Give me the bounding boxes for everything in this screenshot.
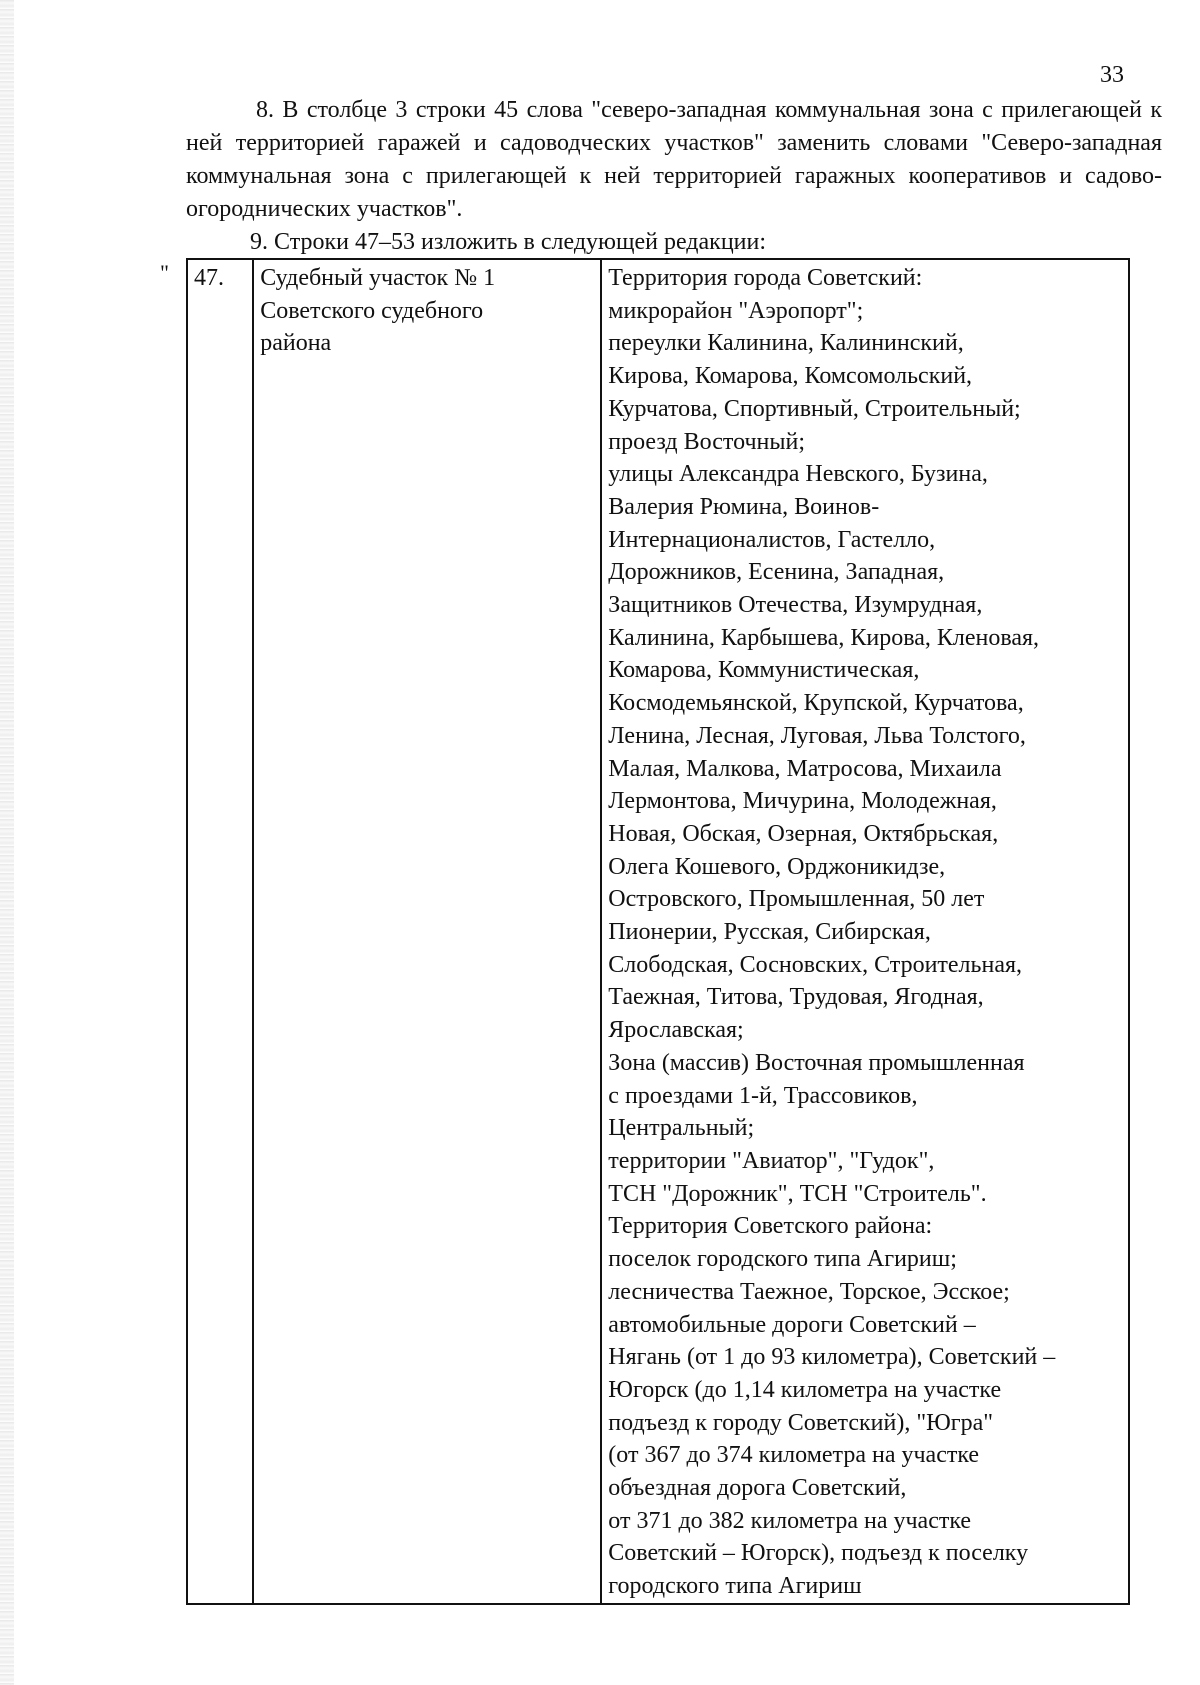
territory-line: микрорайон "Аэропорт"; <box>608 297 864 324</box>
territory-line: Таежная, Титова, Трудовая, Ягодная, <box>608 984 984 1011</box>
territory-line: Валерия Рюмина, Воинов- <box>608 493 880 520</box>
court-district-name-line: Советского судебного <box>260 297 484 324</box>
territory-line: автомобильные дороги Советский – <box>608 1311 976 1338</box>
territory-line: улицы Александра Невского, Бузина, <box>608 461 988 488</box>
territory-line: Кирова, Комарова, Комсомольский, <box>608 363 973 390</box>
court-district-name-line: Судебный участок № 1 <box>260 265 496 291</box>
territory-line: Территория города Советский: <box>608 265 923 291</box>
court-district-name-line: района <box>260 330 332 357</box>
territory-line: проезд Восточный; <box>608 428 805 455</box>
paragraph-9: 9. Строки 47–53 изложить в следующей редакции: <box>250 229 767 255</box>
paragraph-8: 8. В столбце 3 строки 45 слова "северо-западная коммунальная зона с прилегающей к ней территорией гаражей и садоводческих участков" заменить словами "Северо-западная коммунальная зона с прилегающей к ней территорией гаражных кооперативов и садово-огороднических участков". <box>186 97 1162 222</box>
territory-line: Космодемьянской, Крупской, Курчатова, <box>608 690 1024 717</box>
territory-line: Югорск (до 1,14 километра на участке <box>608 1376 1002 1403</box>
territory-line: Интернационалистов, Гастелло, <box>608 526 936 553</box>
territory-line: с проездами 1-й, Трассовиков, <box>608 1082 918 1109</box>
territory-line: Островского, Промышленная, 50 лет <box>608 886 985 913</box>
territory-line: Комарова, Коммунистическая, <box>608 657 920 684</box>
table-row <box>187 259 1129 1604</box>
territory-line: Нягань (от 1 до 93 километра), Советский – <box>608 1344 1056 1371</box>
opening-quote-mark: " <box>160 260 169 285</box>
territory-line: поселок городского типа Агириш; <box>608 1246 957 1273</box>
territory-line: подъезд к городу Советский), "Югра" <box>608 1409 994 1436</box>
territory-line: Слободская, Сосновских, Строительная, <box>608 951 1023 978</box>
territory-line: Новая, Обская, Озерная, Октябрьская, <box>608 820 999 847</box>
territory-line: (от 367 до 374 километра на участке <box>608 1442 980 1469</box>
territory-line: от 371 до 382 километра на участке <box>608 1507 972 1534</box>
page-number: 33 <box>1100 62 1124 88</box>
territory-line: территории "Авиатор", "Гудок", <box>608 1147 935 1174</box>
territory-line: Малая, Малкова, Матросова, Михаила <box>608 755 1002 782</box>
territory-line: ТСН "Дорожник", ТСН "Строитель". <box>608 1180 987 1207</box>
territory-line: городского типа Агириш <box>608 1573 862 1600</box>
territory-line: Пионерии, Русская, Сибирская, <box>608 919 931 946</box>
amendment-table <box>186 258 1130 1605</box>
territory-line: Курчатова, Спортивный, Строительный; <box>608 395 1021 422</box>
scan-edge-artifact <box>0 0 14 1685</box>
territory-line: Территория Советского района: <box>608 1213 933 1240</box>
territory-line: переулки Калинина, Калининский, <box>608 330 964 357</box>
court-district-name <box>253 259 601 1604</box>
territory-line: Лермонтова, Мичурина, Молодежная, <box>608 788 997 815</box>
territory-line: Калинина, Карбышева, Кирова, Кленовая, <box>608 624 1040 651</box>
territory-line: Центральный; <box>608 1115 755 1142</box>
territory-line: Зона (массив) Восточная промышленная <box>608 1049 1025 1076</box>
territory-line: Дорожников, Есенина, Западная, <box>608 559 945 586</box>
territory-line: лесничества Таежное, Торское, Эсское; <box>608 1278 1010 1305</box>
territory-line: Защитников Отечества, Изумрудная, <box>608 592 983 619</box>
territory-line: Советский – Югорск), подъезд к поселку <box>608 1540 1029 1567</box>
territory-line: Ленина, Лесная, Луговая, Льва Толстого, <box>608 722 1026 749</box>
territory-line: объездная дорога Советский, <box>608 1475 907 1502</box>
territory-line: Ярославская; <box>608 1017 744 1044</box>
row-number: 47. <box>187 259 253 1604</box>
territory-line: Олега Кошевого, Орджоникидзе, <box>608 853 946 880</box>
territory-description <box>601 259 1129 1604</box>
